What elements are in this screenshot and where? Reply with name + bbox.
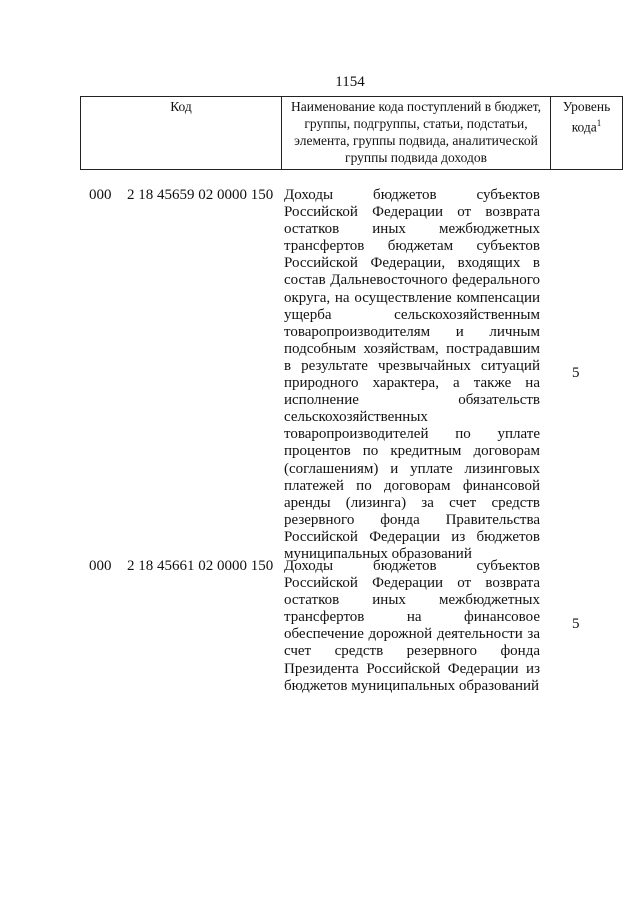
row-income-name: Доходы бюджетов субъектов Российской Федерации от возврата остатков иных межбюджетных трансфертов бюджетам субъектов Российской Федерации, входящих в состав Дальневосточного федерального округа, на осуществление компенсации ущерба сельскохозяйственным товаропроизводителям и личным подсобным хозяйствам, пострадавшим в результате чрезвычайных ситуаций природного характера, а также на исполнение обязательств сельскохозяйственных товаропроизводителей по уплате процентов по кредитным договорам (соглашениям) и уплате лизинговых платежей по договорам финансовой аренды (лизинга) за счет средств резервного фонда Правительства Российской Федерации из бюджетов муниципальных образований (284, 187, 540, 562)
row-admin-code: 000 (89, 558, 112, 574)
footnote-marker: 1 (596, 118, 602, 128)
row-level: 5 (572, 365, 580, 381)
header-row (81, 97, 623, 170)
page-number: 1154 (335, 74, 365, 90)
row-admin-code: 000 (89, 187, 112, 203)
row-income-code: 2 18 45659 02 0000 150 (127, 187, 274, 203)
row-income-code: 2 18 45661 02 0000 150 (127, 558, 274, 574)
header-level (551, 97, 623, 170)
row-level: 5 (572, 616, 580, 632)
header-name: Наименование кода поступлений в бюджет, группы, подгруппы, статьи, подстатьи, элемента, группы подвида, аналитической группы подвида доходов (282, 97, 551, 170)
row-income-name: Доходы бюджетов субъектов Российской Федерации от возврата остатков иных межбюджетных трансфертов на финансовое обеспечение дорожной деятельности за счет средств резервного фонда Президента Российской Федерации из бюджетов муниципальных образований (284, 558, 540, 694)
table-header (80, 96, 623, 170)
header-level-text: Уровень кода (562, 99, 611, 135)
header-code: Код (81, 97, 282, 170)
